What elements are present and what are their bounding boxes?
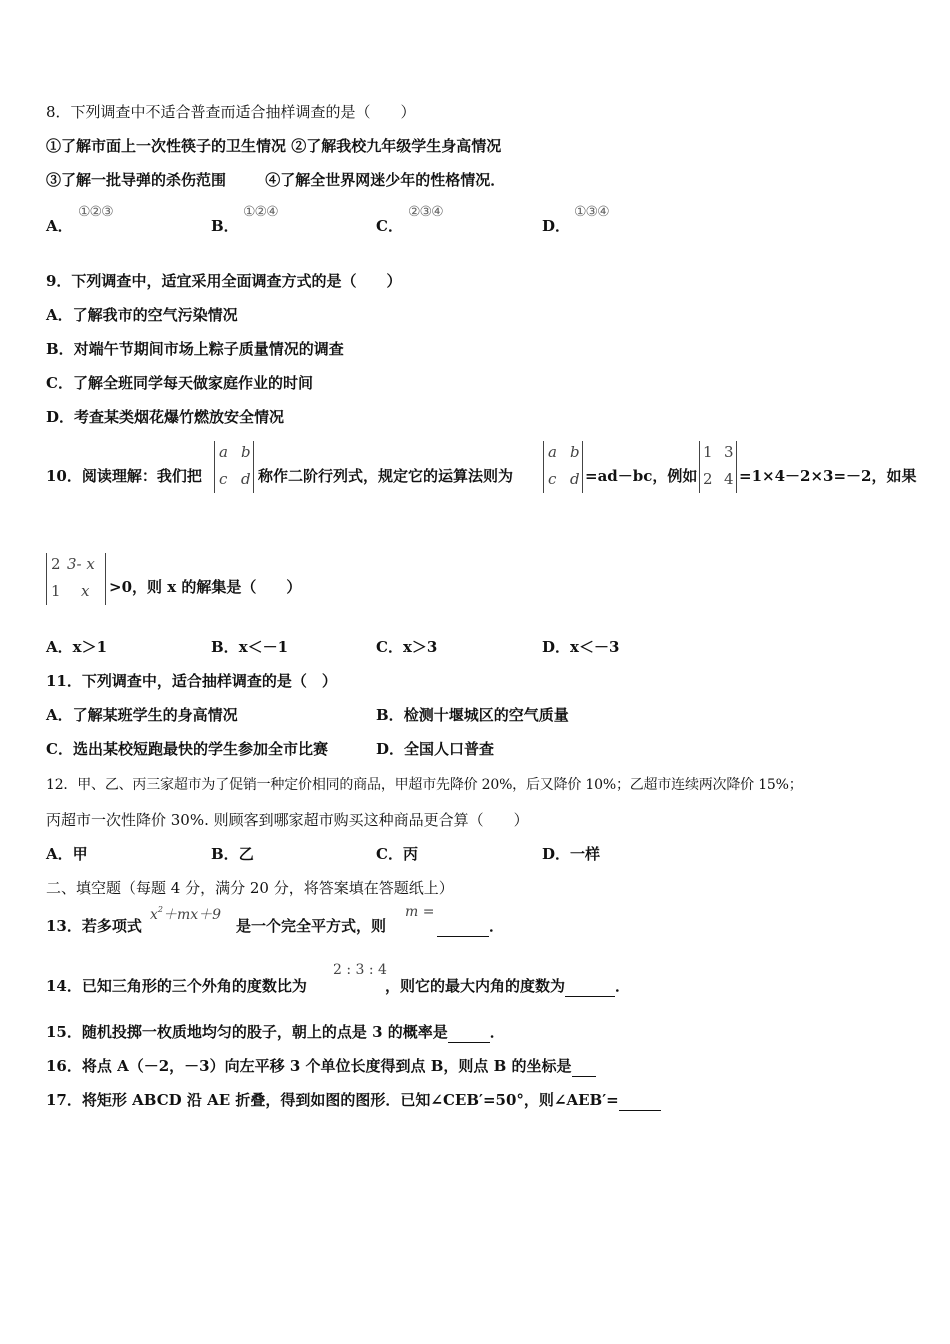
- q12-option-d[interactable]: D．一样: [542, 845, 601, 863]
- q10-determinant-abcd: a b c d: [214, 441, 254, 493]
- q12-line2: 丙超市一次性降价 30%. 则顾客到哪家超市购买这种商品更合算（ ）: [46, 811, 529, 829]
- q17: 17．将矩形 ABCD 沿 AE 折叠，得到如图的图形．已知∠CEB′=50°，则∠AEB′=: [46, 1090, 661, 1111]
- q14-answer-blank[interactable]: [565, 976, 615, 997]
- q11-option-c[interactable]: C．选出某校短跑最快的学生参加全市比赛: [46, 740, 328, 758]
- q11-option-d[interactable]: D．全国人口普查: [376, 740, 495, 758]
- q8-option-d[interactable]: D．: [542, 217, 571, 235]
- q9-option-d[interactable]: D．考查某类烟花爆竹燃放安全情况: [46, 408, 285, 426]
- q10-part2: 称作二阶行列式，规定它的运算法则为: [258, 467, 514, 485]
- q8-option-a[interactable]: A．: [46, 217, 73, 235]
- q8-stem: 8．下列调查中不适合普查而适合抽样调查的是（ ）: [46, 103, 416, 121]
- q9-option-b[interactable]: B．对端午节期间市场上粽子质量情况的调查: [46, 340, 344, 358]
- q9-stem: 9．下列调查中，适宜采用全面调查方式的是（ ）: [46, 272, 402, 290]
- q14-ratio: 2 : 3 : 4: [333, 962, 387, 978]
- q10-option-b[interactable]: B．x＜－1: [211, 638, 289, 656]
- q9-option-c[interactable]: C．了解全班同学每天做家庭作业的时间: [46, 374, 313, 392]
- q15: 15．随机投掷一枚质地均匀的股子，朝上的点是 3 的概率是 ．: [46, 1023, 505, 1041]
- section-heading: 二、填空题（每题 4 分，满分 20 分，将答案填在答题纸上）: [46, 879, 454, 897]
- q11-stem: 11．下列调查中，适合抽样调查的是（ ）: [46, 672, 337, 690]
- q9-option-a[interactable]: A．了解我市的空气污染情况: [46, 306, 238, 324]
- q10-option-d[interactable]: D．x＜－3: [542, 638, 620, 656]
- q16: 16．将点 A（－2，－3）向左平移 3 个单位长度得到点 B，则点 B 的坐标是: [46, 1056, 596, 1077]
- q11-option-b[interactable]: B．检测十堰城区的空气质量: [376, 706, 569, 724]
- q10-part4: =1×4－2×3=－2，如果: [739, 467, 917, 485]
- q8-option-d-text: ①③④: [574, 204, 609, 220]
- q8-option-b[interactable]: B．: [211, 217, 239, 235]
- q10-option-a[interactable]: A．x＞1: [46, 638, 108, 656]
- q14-prefix: 14．已知三角形的三个外角的度数比为: [46, 977, 307, 995]
- q10-determinant-example: 1 3 2 4: [699, 441, 737, 493]
- q12-line1: 12．甲、乙、丙三家超市为了促销一种定价相同的商品，甲超市先降价 20%，后又降价 10%；乙超市连续两次降价 15%；: [46, 777, 803, 793]
- q12-option-c[interactable]: C．丙: [376, 845, 418, 863]
- q8-line3: [46, 170, 505, 190]
- q8-option-b-text: ①②④: [243, 204, 278, 220]
- q13-prefix: 13．若多项式: [46, 917, 142, 935]
- q8-option-c[interactable]: C．: [376, 217, 403, 235]
- q15-answer-blank[interactable]: [448, 1022, 490, 1043]
- q16-answer-blank[interactable]: [572, 1056, 596, 1077]
- q13-polynomial: $x^2+mx+9$: [150, 905, 222, 923]
- q10-determinant-question: 2 3- x 1 x: [46, 553, 106, 605]
- q10-determinant-rule: a b c d: [543, 441, 583, 493]
- q8-line2: ①了解市面上一次性筷子的卫生情况 ②了解我校九年级学生身高情况: [46, 137, 502, 155]
- q10-part3: =ad－bc，例如: [585, 467, 698, 485]
- q13-answer-blank[interactable]: ．: [437, 916, 504, 937]
- q10-line2: >0，则 x 的解集是（ ）: [109, 578, 302, 596]
- q8-item4: ④了解全世界网迷少年的性格情况．: [265, 171, 506, 189]
- q8-option-a-text: ①②③: [78, 204, 113, 220]
- q10-option-c[interactable]: C．x＞3: [376, 638, 438, 656]
- q12-option-a[interactable]: A．甲: [46, 845, 88, 863]
- q8-option-c-text: ②③④: [408, 204, 443, 220]
- q8-item3: ③了解一批导弹的杀伤范围: [46, 171, 227, 189]
- q14-suffix: ，则它的最大内角的度数为 ．: [385, 977, 631, 995]
- q10-part1: 10．阅读理解：我们把: [46, 467, 202, 485]
- q12-option-b[interactable]: B．乙: [211, 845, 254, 863]
- q13-mid: 是一个完全平方式，则: [236, 917, 387, 935]
- q13-m-equals: m =: [405, 904, 435, 920]
- q17-answer-blank[interactable]: [619, 1090, 661, 1111]
- q11-option-a[interactable]: A．了解某班学生的身高情况: [46, 706, 238, 724]
